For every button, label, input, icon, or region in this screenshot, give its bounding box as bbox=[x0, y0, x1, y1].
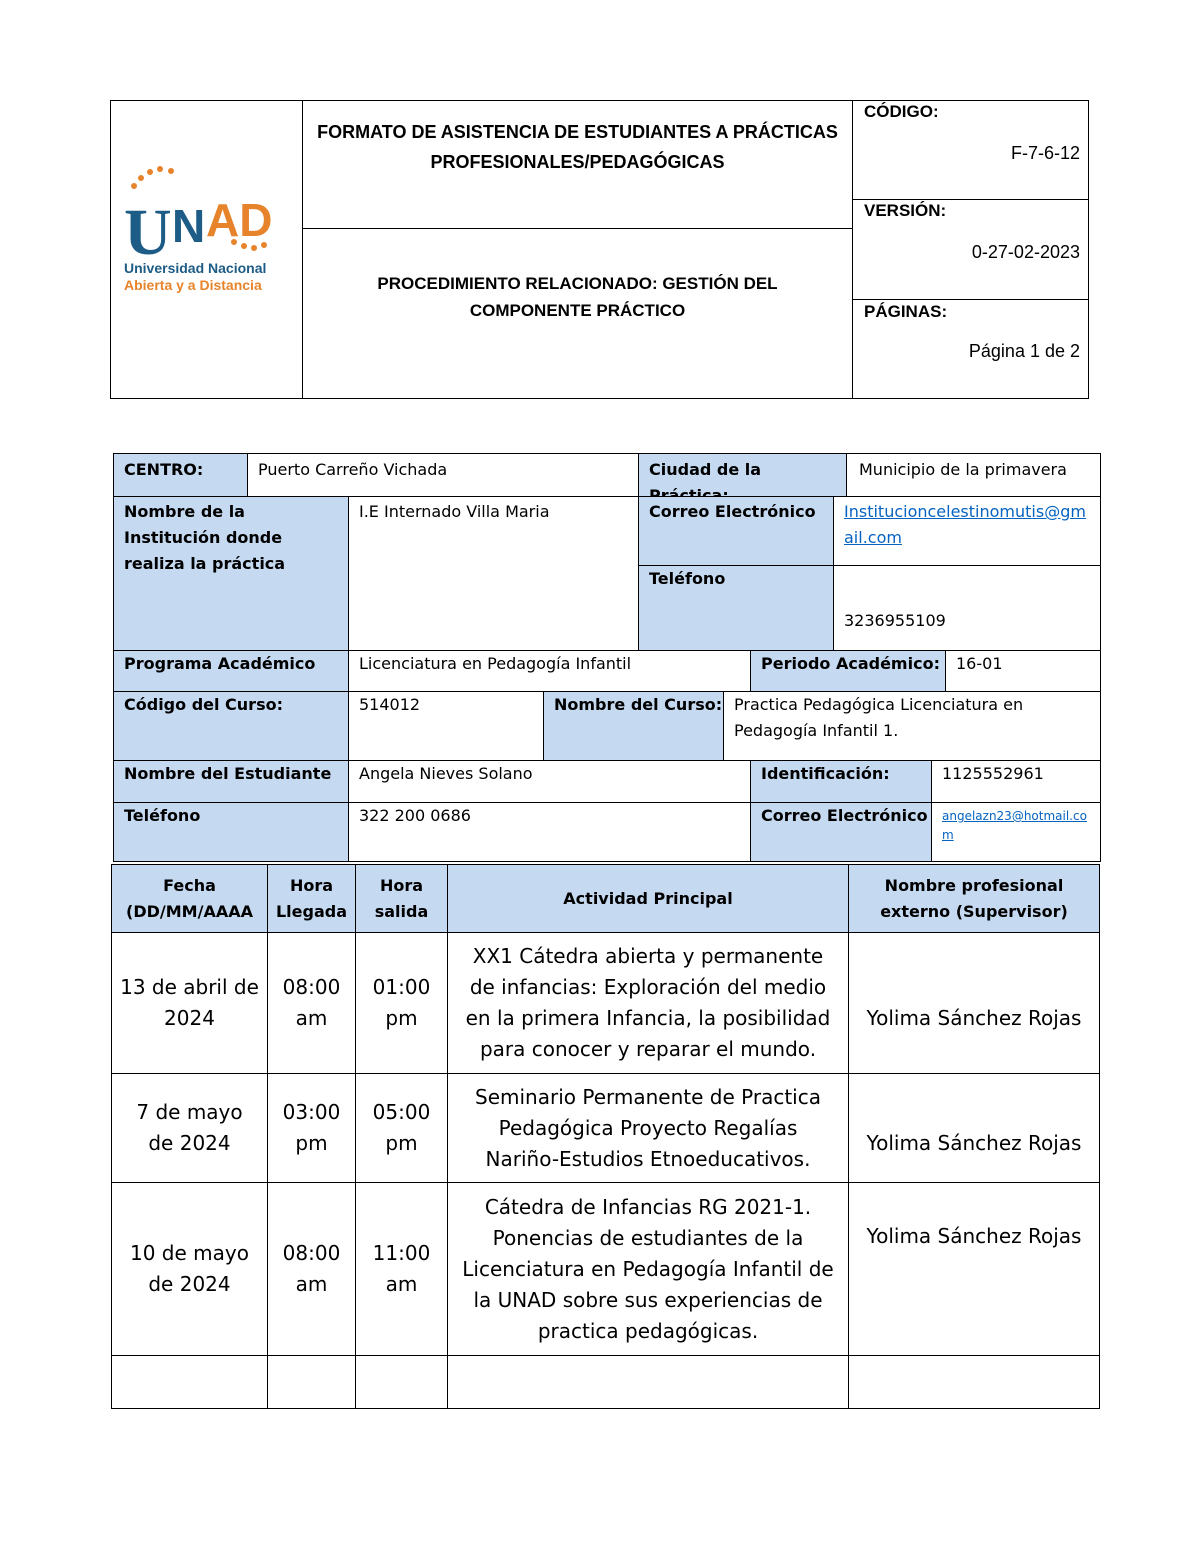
table-row-1-salida: 01:00 pm bbox=[355, 932, 448, 1074]
nombre-curso-label: Nombre del Curso: bbox=[554, 695, 723, 714]
table-row-4-supervisor[interactable] bbox=[848, 1355, 1100, 1409]
institucion-value: I.E Internado Villa Maria bbox=[359, 502, 550, 521]
telefono-inst-label: Teléfono bbox=[649, 569, 726, 588]
svg-text:N: N bbox=[172, 200, 206, 252]
correo-inst-label-cell bbox=[638, 496, 834, 566]
table-row-2-supervisor: Yolima Sánchez Rojas bbox=[848, 1073, 1100, 1183]
centro-value: Puerto Carreño Vichada bbox=[258, 460, 448, 479]
centro-label: CENTRO: bbox=[124, 460, 204, 479]
col-header-supervisor: Nombre profesional externo (Supervisor) bbox=[848, 864, 1100, 933]
identificacion-label: Identificación: bbox=[761, 764, 890, 783]
nombre-curso-label-cell bbox=[543, 691, 724, 761]
table-row-1-llegada: 08:00 am bbox=[267, 932, 356, 1074]
table-row-4-actividad[interactable] bbox=[447, 1355, 849, 1409]
telefono-est-label: Teléfono bbox=[124, 806, 201, 825]
ciudad-value-cell bbox=[846, 453, 1101, 497]
correo-est-link[interactable]: angelazn23@hotmail.com bbox=[942, 809, 1087, 842]
codigo-label: CÓDIGO: bbox=[864, 102, 939, 121]
codigo-curso-value: 514012 bbox=[359, 695, 421, 714]
correo-inst-label: Correo Electrónico bbox=[649, 502, 816, 521]
table-row-3-supervisor: Yolima Sánchez Rojas bbox=[848, 1182, 1100, 1356]
nombre-curso-value-cell bbox=[723, 691, 1101, 761]
telefono-est-value: 322 200 0686 bbox=[359, 806, 471, 825]
identificacion-value-cell bbox=[931, 760, 1101, 803]
codigo-curso-label-cell bbox=[113, 691, 349, 761]
telefono-est-label-cell bbox=[113, 802, 349, 862]
version-label: VERSIÓN: bbox=[864, 201, 947, 220]
col-header-fecha: Fecha (DD/MM/AAAA bbox=[111, 864, 268, 933]
centro-value-cell bbox=[247, 453, 639, 497]
table-row-2-fecha: 7 de mayo de 2024 bbox=[111, 1073, 268, 1183]
codigo-value: F-7-6-12 bbox=[1010, 143, 1080, 163]
table-row-3-llegada: 08:00 am bbox=[267, 1182, 356, 1356]
table-row-2-llegada: 03:00 pm bbox=[267, 1073, 356, 1183]
correo-inst-value-cell bbox=[833, 496, 1101, 566]
nombre-curso-value: Practica Pedagógica Licenciatura en Pedagogía Infantil 1. bbox=[734, 695, 1024, 740]
codigo-curso-label: Código del Curso: bbox=[124, 695, 283, 714]
document-title: FORMATO DE ASISTENCIA DE ESTUDIANTES A PRÁCTICAS PROFESIONALES/PEDAGÓGICAS bbox=[317, 122, 838, 172]
periodo-label: Periodo Académico: bbox=[761, 654, 940, 673]
periodo-value: 16-01 bbox=[956, 654, 1003, 673]
table-row-3-fecha: 10 de mayo de 2024 bbox=[111, 1182, 268, 1356]
correo-inst-link[interactable]: Institucioncelestinomutis@gmail.com bbox=[844, 502, 1086, 547]
institucion-label-cell bbox=[113, 496, 349, 651]
telefono-inst-value-cell bbox=[833, 565, 1101, 651]
table-row-4-fecha[interactable] bbox=[111, 1355, 268, 1409]
table-row-1-fecha: 13 de abril de 2024 bbox=[111, 932, 268, 1074]
svg-text:AD: AD bbox=[206, 194, 273, 246]
programa-value-cell bbox=[348, 650, 751, 692]
periodo-label-cell bbox=[750, 650, 946, 692]
programa-label: Programa Académico bbox=[124, 654, 316, 673]
table-row-2-salida: 05:00 pm bbox=[355, 1073, 448, 1183]
ciudad-label: Ciudad de la bbox=[649, 460, 762, 479]
table-row-1-supervisor: Yolima Sánchez Rojas bbox=[848, 932, 1100, 1074]
table-row-3-salida: 11:00 am bbox=[355, 1182, 448, 1356]
logo-line-1: Universidad Nacional bbox=[124, 260, 267, 276]
paginas-value: Página 1 de 2 bbox=[968, 341, 1080, 361]
estudiante-label-cell bbox=[113, 760, 349, 803]
institucion-label: Nombre de la Institución donde realiza la práctica bbox=[124, 502, 286, 573]
table-row-3-actividad: Cátedra de Infancias RG 2021-1. Ponencias de estudiantes de la Licenciatura en Pedagogía Infantil de la UNAD sobre sus experiencias de practica pedagógicas. bbox=[447, 1182, 849, 1356]
ciudad-value: Municipio de la primavera bbox=[859, 460, 1067, 479]
telefono-inst-label-cell bbox=[638, 565, 834, 651]
correo-est-value-cell bbox=[931, 802, 1101, 862]
identificacion-label-cell bbox=[750, 760, 932, 803]
svg-text:U: U bbox=[124, 196, 172, 269]
programa-value: Licenciatura en Pedagogía Infantil bbox=[359, 654, 632, 673]
programa-label-cell bbox=[113, 650, 349, 692]
table-row-2-actividad: Seminario Permanente de Practica Pedagógica Proyecto Regalías Nariño-Estudios Etnoeducativos. bbox=[447, 1073, 849, 1183]
estudiante-value-cell bbox=[348, 760, 751, 803]
periodo-value-cell bbox=[945, 650, 1101, 692]
ciudad-label-cell bbox=[638, 453, 847, 497]
institucion-value-cell bbox=[348, 496, 639, 651]
telefono-est-value-cell bbox=[348, 802, 751, 862]
estudiante-label: Nombre del Estudiante bbox=[124, 764, 332, 783]
table-row-4-salida[interactable] bbox=[355, 1355, 448, 1409]
version-value: 0-27-02-2023 bbox=[971, 242, 1080, 262]
col-header-llegada: Hora Llegada bbox=[267, 864, 356, 933]
paginas-label: PÁGINAS: bbox=[864, 302, 948, 321]
col-header-actividad: Actividad Principal bbox=[447, 864, 849, 933]
procedure-title: PROCEDIMIENTO RELACIONADO: GESTIÓN DEL COMPONENTE PRÁCTICO bbox=[377, 274, 778, 320]
estudiante-value: Angela Nieves Solano bbox=[359, 764, 533, 783]
telefono-inst-value: 3236955109 bbox=[844, 611, 946, 630]
table-row-1-actividad: XX1 Cátedra abierta y permanente de infancias: Exploración del medio en la primera Infancia, la posibilidad para conocer y reparar el mundo. bbox=[447, 932, 849, 1074]
unad-logo bbox=[122, 160, 294, 300]
logo-line-2: Abierta y a Distancia bbox=[124, 277, 262, 293]
correo-est-label-cell bbox=[750, 802, 932, 862]
centro-label-cell bbox=[113, 453, 248, 497]
codigo-curso-value-cell bbox=[348, 691, 544, 761]
correo-est-label: Correo Electrónico bbox=[761, 806, 928, 825]
col-header-salida: Hora salida bbox=[355, 864, 448, 933]
table-row-4-llegada[interactable] bbox=[267, 1355, 356, 1409]
identificacion-value: 1125552961 bbox=[942, 764, 1044, 783]
